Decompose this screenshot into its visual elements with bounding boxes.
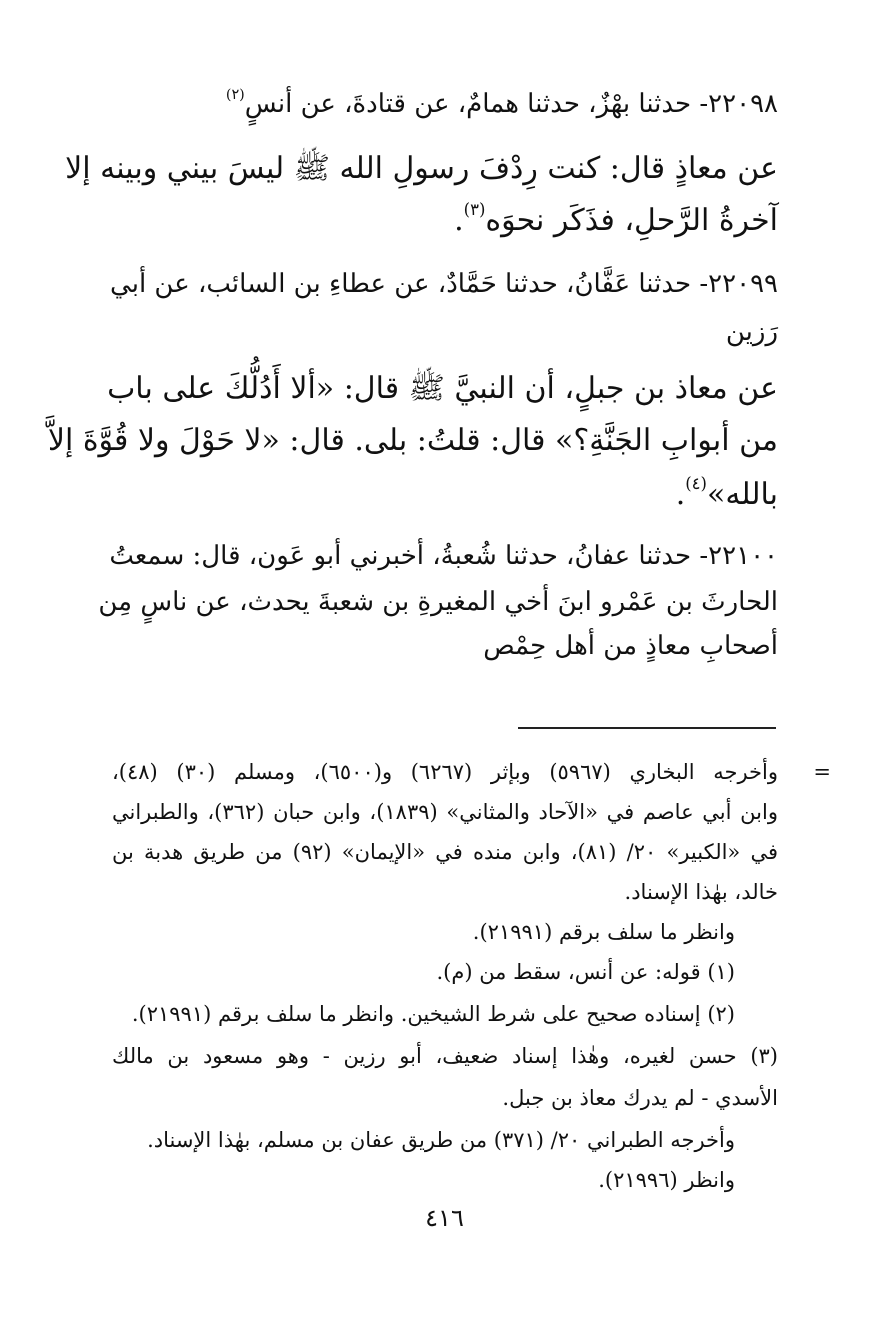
footnote-continued-line3: في «الكبير» ٢٠/ (٨١)، وابن منده في «الإيمان» (٩٢) من طريق هدبة بن <box>112 840 778 864</box>
footnote-ref-3: (٣) <box>463 200 486 220</box>
footnote-1: (١) قوله: عن أنس، سقط من (م). <box>436 960 735 984</box>
hadith-22099-isnad-line1: ٢٢٠٩٩- حدثنا عَفَّانُ، حدثنا حَمَّادٌ، عن عطاءِ بن السائب، عن أبي <box>110 269 778 299</box>
footnote-separator <box>518 727 776 729</box>
footnote-ref-2: (٢) <box>225 87 245 104</box>
page-number: ٤١٦ <box>425 1204 464 1232</box>
footnote-continued-line5: وانظر ما سلف برقم (٢١٩٩١). <box>472 920 735 944</box>
footnote-3-line3: وأخرجه الطبراني ٢٠/ (٣٧١) من طريق عفان بن مسلم، بهٰذا الإسناد. <box>147 1128 735 1152</box>
footnote-continued-line2: وابن أبي عاصم في «الآحاد والمثاني» (١٨٣٩)، وابن حبان (٣٦٢)، والطبراني <box>112 800 778 824</box>
hadith-22099-isnad-line2: رَزين <box>725 317 778 347</box>
hadith-22100-line1: ٢٢١٠٠- حدثنا عفانُ، حدثنا شُعبةُ، أخبرني أبو عَون، قال: سمعتُ <box>109 541 778 571</box>
hadith-22099-matn-line1: عن معاذ بن جبلٍ، أن النبيَّ ﷺ قال: «ألا أَدُلُّكَ على باب <box>107 371 778 406</box>
hadith-22100-line2: الحارثَ بن عَمْرو ابنَ أخي المغيرةِ بن شعبةَ يحدث، عن ناسٍ مِن <box>98 587 778 617</box>
hadith-22098-matn-line2-text: آخرةُ الرَّحلِ، فذَكَر نحوَه <box>485 203 778 238</box>
footnote-2: (٢) إسناده صحيح على شرط الشيخين. وانظر ما سلف برقم (٢١٩٩١). <box>131 1002 735 1026</box>
hadith-22099-matn-line2: من أبوابِ الجَنَّةِ؟» قال: قلتُ: بلى. قال: «لا حَوْلَ ولا قُوَّةَ إلاَّ <box>47 423 778 458</box>
hadith-22098-isnad-text: ٢٢٠٩٨- حدثنا بهْزٌ، حدثنا همامٌ، عن قتادةَ، عن أنسٍ <box>244 89 778 119</box>
footnote-3-line4: وانظر (٢١٩٩٦). <box>598 1168 735 1192</box>
hadith-22098-matn-line2: آخرةُ الرَّحلِ، فذَكَر نحوَه$^{(٣)}$. <box>454 200 778 238</box>
footnote-continued-line1: وأخرجه البخاري (٥٩٦٧) وبإثر (٦٢٦٧) و(٦٥٠٠)، ومسلم (٣٠) (٤٨)، <box>112 760 779 784</box>
hadith-22098-matn-line1: عن معاذٍ قال: كنت رِدْفَ رسولِ الله ﷺ ليسَ بيني وبينه إلا <box>65 151 778 186</box>
hadith-22100-line3: أصحابِ معاذٍ من أهل حِمْص <box>483 631 778 661</box>
footnote-ref-4: (٤) <box>685 474 707 494</box>
hadith-22098-isnad <box>118 84 778 124</box>
footnote-3-line1: (٣) حسن لغيره، وهٰذا إسناد ضعيف، أبو رزين - وهو مسعود بن مالك <box>112 1044 778 1068</box>
footnote-continued-line4: خالد، بهٰذا الإسناد. <box>624 880 778 904</box>
hadith-22099-matn-line3: بالله»$^{(٤)}$. <box>675 474 778 512</box>
hadith-22099-matn-line3-text: بالله» <box>706 477 778 512</box>
footnote-3-line2: الأسدي - لم يدرك معاذ بن جبل. <box>502 1086 778 1110</box>
footnote-continued-marker: = <box>813 760 831 784</box>
